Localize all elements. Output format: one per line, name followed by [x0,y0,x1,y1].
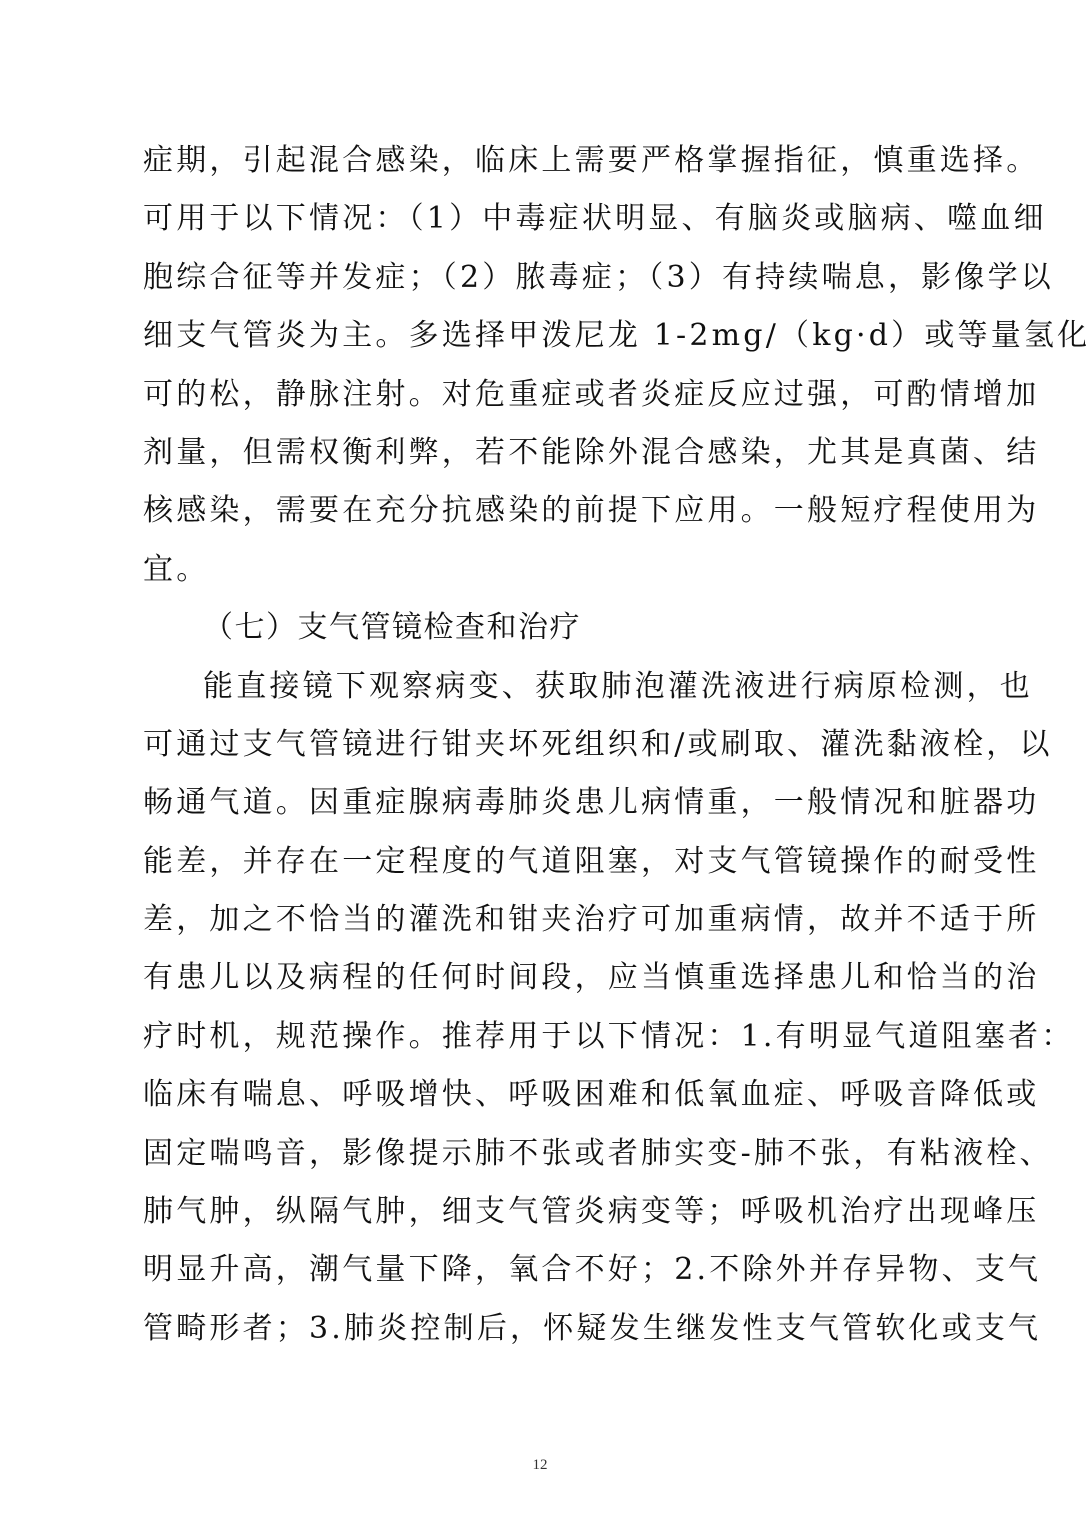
paragraph-line: 剂量，但需权衡利弊，若不能除外混合感染，尤其是真菌、结 [143,434,1040,470]
paragraph-line: 核感染，需要在充分抗感染的前提下应用。一般短疗程使用为 [143,493,1040,529]
paragraph-line: 畅通气道。因重症腺病毒肺炎患儿病情重，一般情况和脏器功 [143,785,1040,821]
paragraph-line: 肺气肿，纵隔气肿，细支气管炎病变等；呼吸机治疗出现峰压 [143,1194,1040,1230]
paragraph-line: 宜。 [143,551,210,587]
paragraph-line: 能直接镜下观察病变、获取肺泡灌洗液进行病原检测，也 [203,668,1033,704]
paragraph-line: 细支气管炎为主。多选择甲泼尼龙 1-2mg/（kg·d）或等量氢化 [143,318,1090,354]
paragraph-line: 疗时机，规范操作。推荐用于以下情况：1.有明显气道阻塞者： [143,1018,1075,1054]
paragraph-line: 可的松，静脉注射。对危重症或者炎症反应过强，可酌情增加 [143,376,1040,412]
paragraph-line: 固定喘鸣音，影像提示肺不张或者肺实变-肺不张，有粘液栓、 [143,1135,1053,1171]
paragraph-line: 胞综合征等并发症；（2）脓毒症；（3）有持续喘息，影像学以 [143,259,1054,295]
paragraph-line: 可通过支气管镜进行钳夹坏死组织和/或刷取、灌洗黏液栓，以 [143,726,1053,762]
paragraph-line: 能差，并存在一定程度的气道阻塞，对支气管镜操作的耐受性 [143,843,1040,879]
paragraph-line: 有患儿以及病程的任何时间段，应当慎重选择患儿和恰当的治 [143,960,1040,996]
page-number: 12 [532,1457,548,1473]
paragraph-line: 可用于以下情况：（1）中毒症状明显、有脑炎或脑病、噬血细 [143,201,1047,237]
paragraph-line: 管畸形者；3.肺炎控制后，怀疑发生继发性支气管软化或支气 [143,1310,1042,1346]
paragraph-line: 明显升高，潮气量下降，氧合不好；2.不除外并存异物、支气 [143,1252,1042,1288]
section-heading: （七）支气管镜检查和治疗 [203,610,581,646]
paragraph-line: 差，加之不恰当的灌洗和钳夹治疗可加重病情，故并不适于所 [143,902,1040,938]
paragraph-line: 临床有喘息、呼吸增快、呼吸困难和低氧血症、呼吸音降低或 [143,1077,1040,1113]
paragraph-line: 症期，引起混合感染，临床上需要严格掌握指征，慎重选择。 [143,143,1040,178]
page-body [143,132,1090,1358]
